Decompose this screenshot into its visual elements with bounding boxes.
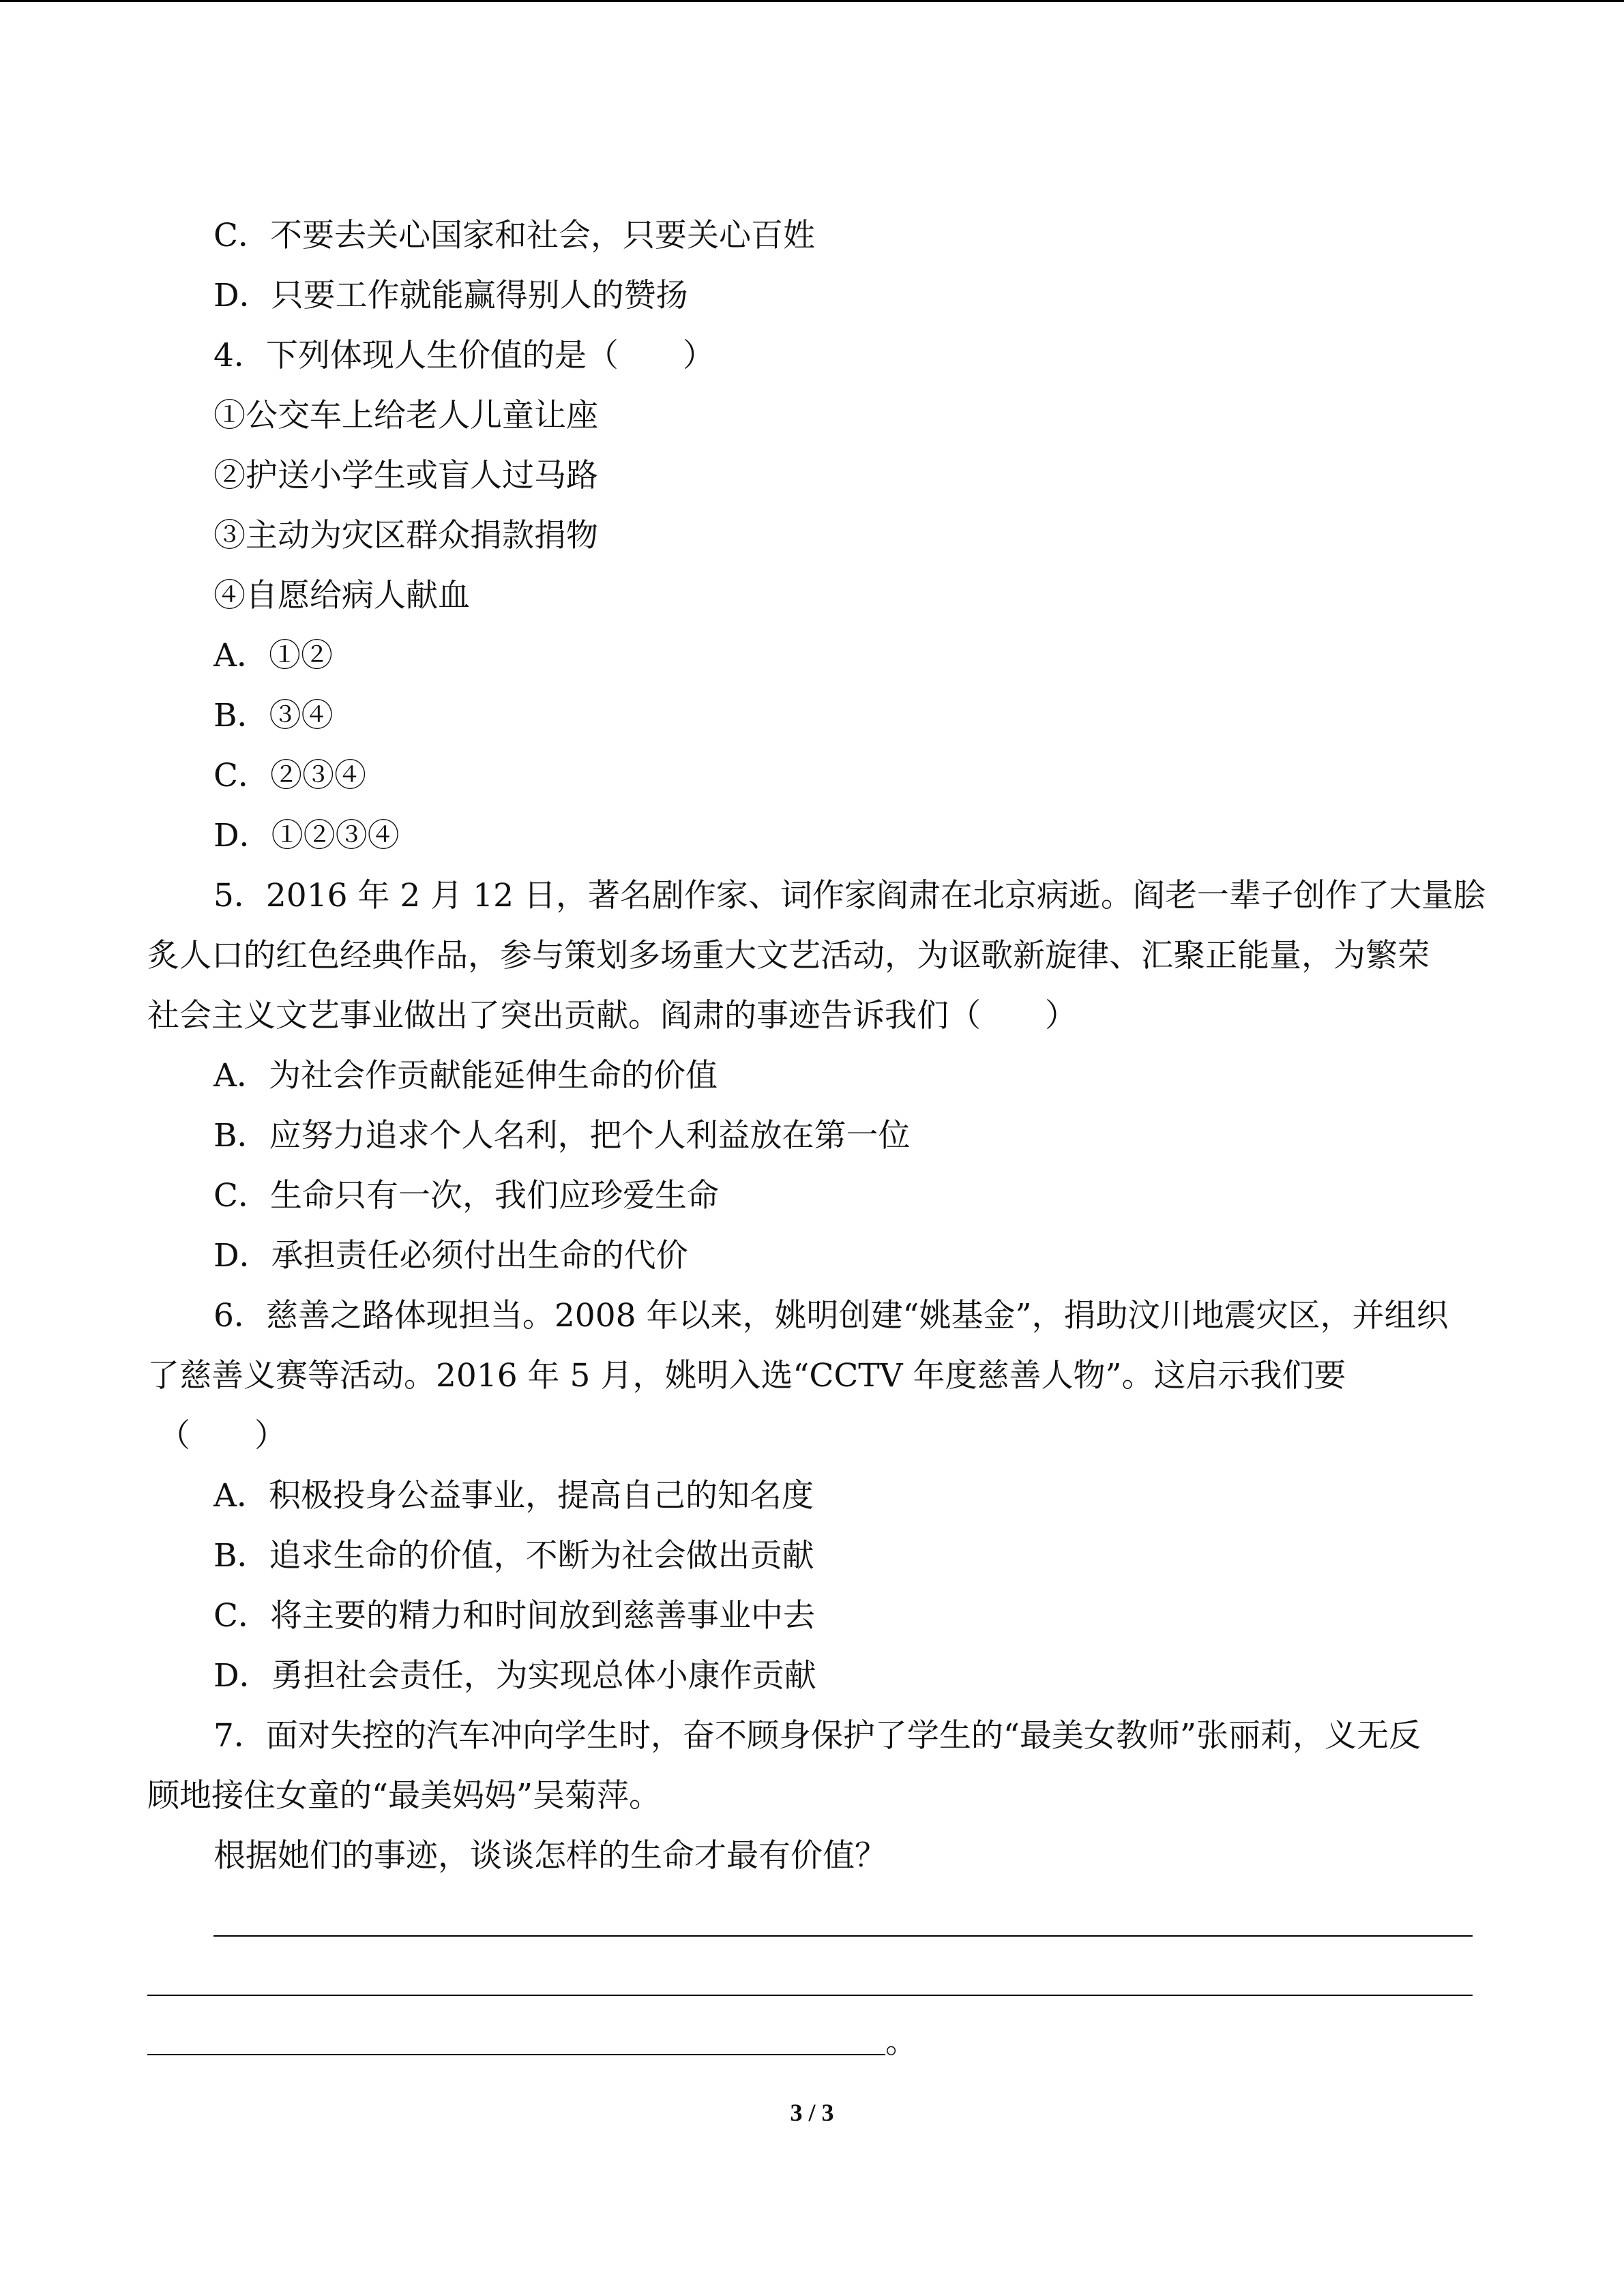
q5-stem-line-1: 5．2016 年 2 月 12 日，著名剧作家、词作家阎肃在北京病逝。阎老一辈子创作了大量脍 bbox=[213, 877, 1486, 914]
page-top-border bbox=[0, 0, 1624, 2]
q6-option-a: A．积极投身公益事业，提高自己的知名度 bbox=[213, 1477, 814, 1515]
answer-line-2[interactable] bbox=[147, 1995, 1473, 1996]
q6-option-c: C．将主要的精力和时间放到慈善事业中去 bbox=[213, 1597, 815, 1635]
q7-stem-line-2: 顾地接住女童的“最美妈妈”吴菊萍。 bbox=[147, 1777, 662, 1815]
q4-statement-1: ①公交车上给老人儿童让座 bbox=[213, 397, 598, 434]
q5-option-d: D．承担责任必须付出生命的代价 bbox=[213, 1237, 688, 1274]
q4-stem: 4．下列体现人生价值的是（ ） bbox=[213, 337, 715, 374]
q4-option-c: C．②③④ bbox=[213, 757, 366, 794]
q4-statement-2: ②护送小学生或盲人过马路 bbox=[213, 457, 598, 494]
q5-stem-line-3: 社会主义文艺事业做出了突出贡献。阎肃的事迹告诉我们（ ） bbox=[147, 997, 1077, 1034]
page-number: 3 / 3 bbox=[790, 2099, 834, 2126]
q4-option-a: A．①② bbox=[213, 637, 333, 674]
q5-option-a: A．为社会作贡献能延伸生命的价值 bbox=[213, 1057, 718, 1094]
q5-option-c: C．生命只有一次，我们应珍爱生命 bbox=[213, 1177, 719, 1214]
q4-option-d: D．①②③④ bbox=[213, 817, 400, 854]
q6-stem-line-3: （ ） bbox=[158, 1417, 286, 1455]
q6-option-b: B．追求生命的价值，不断为社会做出贡献 bbox=[213, 1537, 814, 1575]
q4-option-b: B．③④ bbox=[213, 697, 334, 734]
q6-stem-line-2: 了慈善义赛等活动。2016 年 5 月，姚明入选“CCTV 年度慈善人物”。这启示我们要 bbox=[147, 1357, 1346, 1395]
answer-end-mark: 。 bbox=[885, 2023, 917, 2061]
q6-stem-line-1: 6．慈善之路体现担当。2008 年以来，姚明创建“姚基金”，捐助汶川地震灾区，并组织 bbox=[213, 1297, 1449, 1335]
q5-option-b: B．应努力追求个人名利，把个人利益放在第一位 bbox=[213, 1117, 911, 1154]
q3-option-c: C．不要去关心国家和社会，只要关心百姓 bbox=[213, 217, 815, 254]
q4-statement-3: ③主动为灾区群众捐款捐物 bbox=[213, 517, 598, 554]
answer-line-3[interactable] bbox=[147, 2054, 885, 2055]
q7-prompt: 根据她们的事迹，谈谈怎样的生命才最有价值？ bbox=[213, 1837, 887, 1875]
q3-option-d: D．只要工作就能赢得别人的赞扬 bbox=[213, 277, 688, 314]
q6-option-d: D．勇担社会责任，为实现总体小康作贡献 bbox=[213, 1657, 816, 1695]
q5-stem-line-2: 炙人口的红色经典作品，参与策划多场重大文艺活动，为讴歌新旋律、汇聚正能量，为繁荣 bbox=[147, 937, 1430, 974]
answer-line-1[interactable] bbox=[213, 1935, 1473, 1937]
q7-stem-line-1: 7．面对失控的汽车冲向学生时，奋不顾身保护了学生的“最美女教师”张丽莉，义无反 bbox=[213, 1717, 1421, 1755]
q4-statement-4: ④自愿给病人献血 bbox=[213, 577, 470, 614]
